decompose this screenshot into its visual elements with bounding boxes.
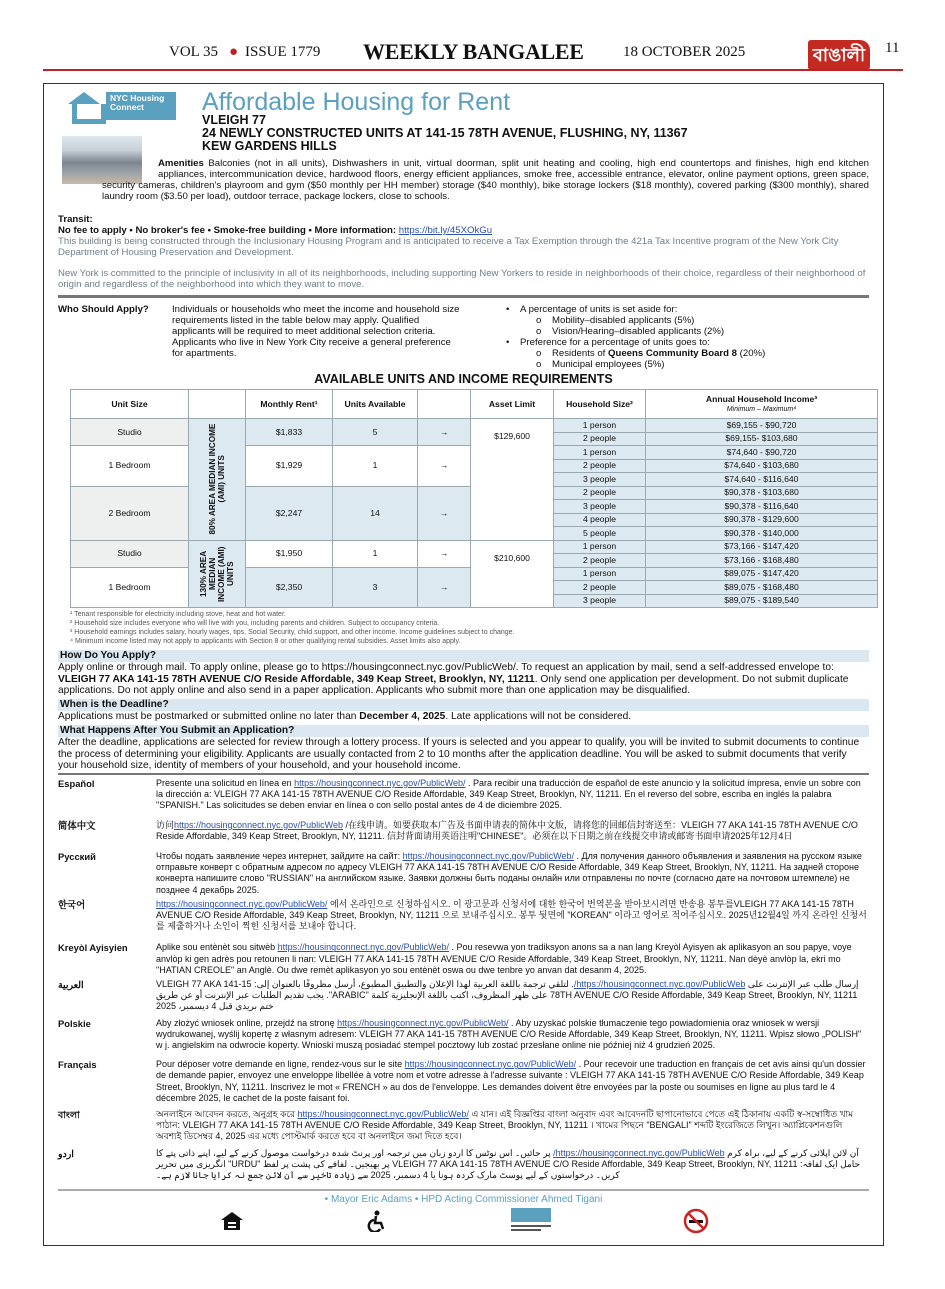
income-range-cell: $89,075 - $147,420 [646, 567, 878, 581]
income-range-cell: $69,155- $103,680 [646, 432, 878, 446]
credits: • Mayor Eric Adams • HPD Acting Commissioner Ahmed Tigani [324, 1194, 603, 1206]
deadline-text-1: Applications must be postmarked or submitted online no later than [58, 711, 360, 723]
translation-after: এ যান। এই বিজ্ঞপ্তির বাংলা অনুবাদ এবং আবেদনটি ছাপানোভাবে পেতে এই ঠিকানায় একটি স্ব-সম্বোধিত খাম পাঠান: VLEIGH 77 AKA 141-15 78TH AVENUE C/O Reside Affordable, 349 Keap Street, Brooklyn, NY, 11211 । খামের পিছনে "BENGALI" শব্দটি ইংরেজিতে লিখুন। অ্যাপ্লিকেশনগুলি অবশ্যই ডিসেম্বর 4, 2025 এর মধ্যে পোস্টমার্ক করতে হবে বা অনলাইনে জমা দিতে হবে। [156, 1109, 854, 1142]
arrow-icon: → [418, 540, 471, 567]
translation-after: . Pour recevoir une traduction en français de cet avis ainsi qu'un dossier de demande papier, envoyez une enveloppe libellée à votre nom et votre adresse à l'adresse suivante : VLEIGH 77 AKA 141-15 78TH AVENUE C/O Reside Affordable, 349 Keap Street, Brooklyn, NY, 11211. Inscrivez le mot « FRENCH » au dos de l'enveloppe. Les demandes doivent être envoyées par la poste ou soumises en ligne au plus tard le 4 décembre 2025, le cachet de la poste faisant foi. [156, 1059, 866, 1103]
how-text-1: Apply online or through mail. To apply online, please go to https://housingconnect.nyc.gov/PublicWeb/. To request an application by mail, send a self-addressed envelope to: [58, 662, 834, 673]
ad-footer [58, 1189, 869, 1234]
divider [58, 1189, 869, 1191]
application-link[interactable]: https://housingconnect.nyc.gov/PublicWeb/ [553, 1147, 725, 1158]
ad-header [58, 84, 869, 158]
household-size-cell: 1 person [554, 446, 646, 460]
translation-8 [58, 1109, 869, 1143]
how-text-2: . Only send one application per development. Do not submit duplicate applications. Do not apply online and also send in a paper application. Applicants who submit more than one application may be disqualified. [58, 673, 849, 697]
language-label: বাংলা [58, 1109, 80, 1120]
mail-address: VLEIGH 77 AKA 141-15 78TH AVENUE C/O Reside Affordable, 349 Keap Street, Brooklyn, NY, 11211 [58, 673, 535, 685]
application-link[interactable]: https://housingconnect.nyc.gov/PublicWeb/ [573, 978, 746, 989]
household-size-cell: 4 people [554, 513, 646, 527]
income-range-cell: $73,166 - $147,420 [646, 540, 878, 554]
setaside-item: Mobility–disabled applicants (5%) [552, 315, 695, 326]
preferences: • A percentage of units is set aside for: o Mobility–disabled applicants (5%) o Vision/Hearing–disabled applicants (2%) • Preference for a percentage of units goes to: o Residents of Queens Community Board 8 (20%) o Municipal employees (5%) [506, 304, 766, 370]
header-units: Units Available [333, 390, 418, 419]
translation-after: . Для получения данного объявления и заявления на русском языке отправьте конверт с обратным адресом по адресу VLEIGH 77 AKA 141-15 78TH AVENUE C/O Reside Affordable, 349 Keap Street, Brooklyn, NY, 11211. На задней стороне конверта напишите слово "RUSSIAN" на английском языке. Заявки должны быть поданы онлайн или отправлены по почте (согласно дате на почтовом штемпеле) не позднее 4 декабрь 2025. [156, 850, 862, 895]
amenities-text: Balconies (not in all units), Dishwashers in unit, virtual doorman, split unit heating and cooling, high end countertops and finishes, high end kitchen appliances, intercommunication device, hardwood floors, energy efficient appliances, smoke free, accessible entrance, elevator, online payment options, green space, security cameras, children's playroom and gym ($50 monthly per HH member) storage ($40 monthly), bike storage lockers ($18 monthly), covered parking ($300 monthly), shared laundry room ($3.50 per load), outdoor terrace, package lockers, close to schools. [102, 158, 869, 202]
household-size-cell: 1 person [554, 419, 646, 433]
translation-text [156, 1109, 869, 1143]
setaside-item: Vision/Hearing–disabled applicants (2%) [552, 326, 725, 337]
deadline-text [58, 711, 869, 723]
household-size-cell: 2 people [554, 486, 646, 500]
language-label: Polskie [58, 1017, 91, 1029]
arrow-icon: → [418, 419, 471, 446]
income-range-cell: $90,378 - $129,600 [646, 513, 878, 527]
table-row [71, 419, 878, 433]
household-size-cell: 5 people [554, 527, 646, 541]
translation-7 [58, 1059, 869, 1104]
unit-size-cell: 1 Bedroom [71, 567, 189, 608]
house-icon [66, 92, 102, 120]
ami-cell [189, 540, 246, 608]
table-row [71, 540, 878, 554]
units-line: 24 NEWLY CONSTRUCTED UNITS AT 141-15 78TH AVENUE, FLUSHING, NY, 11367 [202, 126, 688, 140]
header-unit-size: Unit Size [71, 390, 189, 419]
translation-4 [58, 942, 869, 976]
translation-2 [58, 851, 869, 896]
rent-cell: $2,350 [246, 567, 333, 608]
table-header-row [71, 390, 878, 419]
ami-cell [189, 419, 246, 541]
language-label: Kreyòl Ayisyien [58, 942, 128, 954]
rent-cell: $1,950 [246, 540, 333, 567]
translation-6 [58, 1018, 869, 1052]
issue: ISSUE 1779 [245, 44, 321, 60]
header-income [646, 390, 878, 419]
translation-5 [58, 979, 869, 1013]
translation-text [156, 778, 869, 812]
rent-cell: $1,833 [246, 419, 333, 446]
ad-title: Affordable Housing for Rent [202, 88, 511, 116]
units-available-cell: 5 [333, 419, 418, 446]
volume: VOL 35 [169, 44, 219, 60]
translation-after: . لتلقي ترجمة باللغة العربية لهذا الإعلان والتطبيق المطبوع، أرسل مظروفًا بالعنوان إلى: VLEIGH 77 AKA 141-15 78TH AVENUE C/O Reside Affordable, 349 Keap Street, Brooklyn, NY, 11211 على ظهر المظروف، اكتب باللغة الإنجليزية كلمة "ARABIC". يجب تقديم الطلبات عبر الإنترنت أو عن طريق ختم بريدي قبل 4 ديسمبر، 2025 [156, 978, 858, 1012]
household-size-cell: 3 people [554, 473, 646, 487]
household-size-cell: 3 people [554, 500, 646, 514]
translation-before: Aplike sou entènèt sou sitwèb [156, 942, 278, 953]
footnotes [70, 610, 869, 646]
transit-label: Transit: [58, 214, 93, 225]
preference-board: Queens Community Board 8 [608, 348, 738, 359]
bullet: ● [229, 44, 239, 60]
apply-section [58, 650, 869, 775]
header-income-sub: Minimum – Maximum⁴ [726, 406, 797, 413]
income-range-cell: $90,378 - $140,000 [646, 527, 878, 541]
translation-before: Pour déposer votre demande en ligne, rendez-vous sur le site [156, 1059, 405, 1070]
masthead [43, 36, 903, 72]
translation-text [156, 979, 869, 1013]
program-text: This building is being constructed through the Inclusionary Housing Program and is anticipated to receive a Tax Exemption through the 421a Tax Incentive program of the New York City Department of Housing Preservation and Development. [58, 236, 839, 258]
divider [58, 295, 869, 298]
language-label: Español [58, 777, 95, 789]
units-available-cell: 1 [333, 446, 418, 487]
info-link[interactable]: https://bit.ly/45XOkGu [398, 225, 493, 236]
income-range-cell: $90,378 - $116,640 [646, 500, 878, 514]
how-text [58, 662, 869, 697]
transit-section [58, 214, 869, 298]
language-label: Français [58, 1059, 97, 1071]
units-available-cell: 14 [333, 486, 418, 540]
footnote: ³ Household earnings includes salary, hourly wages, tips, Social Security, child support, and other income. Income guidelines subject to change. [70, 629, 515, 636]
translation-text [156, 851, 869, 896]
header-income-label: Annual Household Income³ [705, 394, 818, 404]
income-range-cell: $89,075 - $168,480 [646, 581, 878, 595]
income-range-cell: $73,166 - $168,480 [646, 554, 878, 568]
neighborhood: KEW GARDENS HILLS [202, 139, 337, 153]
translation-after: . Para recibir una traducción de español de este anuncio y la solicitud impresa, envíe un sobre con la dirección a: VLEIGH 77 AKA 141-15 78TH AVENUE C/O Reside Affordable, 349 Keap Street, Brooklyn, NY, 11211. En el reverso del sobre, escriba en inglés la palabra "SPANISH." Las solicitudes se deben enviar en línea o con sello postal antes de 4 de diciembre 2025. [156, 777, 861, 811]
translation-text [156, 899, 869, 933]
preference-pct: (20%) [737, 348, 766, 359]
application-link[interactable]: https://housingconnect.nyc.gov/PublicWeb [174, 819, 343, 830]
application-link[interactable]: https://housingconnect.nyc.gov/PublicWeb/ [402, 850, 575, 861]
language-label: 简体中文 [58, 819, 96, 831]
deadline-text-2: . Late applications will not be considered. [445, 711, 632, 723]
who-section [58, 304, 869, 370]
income-range-cell: $74,640 - $90,720 [646, 446, 878, 460]
translation-before: Aby złożyć wniosek online, przejdź na stronę [156, 1017, 338, 1028]
rent-cell: $2,247 [246, 486, 333, 540]
units-available-cell: 3 [333, 567, 418, 608]
units-table [70, 389, 878, 608]
arrow-icon: → [418, 486, 471, 540]
language-label: 한국어 [58, 898, 86, 910]
after-heading: What Happens After You Submit an Application? [58, 725, 869, 737]
language-label: Русский [58, 850, 96, 862]
translation-0 [58, 778, 869, 812]
translations [58, 778, 869, 1181]
nyc-hpd-logo [507, 1208, 563, 1234]
equal-housing-icon [219, 1210, 245, 1232]
arrow-icon: → [418, 567, 471, 608]
preference-label: Preference for a percentage of units goes to: [520, 337, 710, 348]
no-smoking-icon [683, 1208, 709, 1234]
footnote: ⁴ Minimum income listed may not apply to applicants with Section 8 or other qualifying rental subsidies. Asset limits also apply. [70, 638, 461, 645]
household-size-cell: 2 people [554, 554, 646, 568]
accessibility-icon [365, 1210, 387, 1232]
masthead-rule [43, 69, 903, 71]
translation-after: /在线申请。如要获取本广告及书面申请表的简体中文版，请将您的回邮信封寄送至：VLEIGH 77 AKA 141-15 78TH AVENUE C/O Reside Affordable, 349 Keap Street, Brooklyn, NY, 11211. 信封背面请用英语注明"CHINESE"。必须在以下日期之前在线提交申请或邮寄书面申请2025年12月4日 [156, 819, 858, 841]
translation-3 [58, 899, 869, 933]
application-link[interactable]: https://housingconnect.nyc.gov/PublicWeb/ [337, 1017, 509, 1028]
unit-size-cell: 2 Bedroom [71, 486, 189, 540]
setaside-label: A percentage of units is set aside for: [520, 304, 678, 315]
housing-ad [43, 83, 884, 1246]
header-arrow [418, 390, 471, 419]
application-link[interactable]: https://housingconnect.nyc.gov/PublicWeb/ [277, 942, 450, 953]
household-size-cell: 2 people [554, 459, 646, 473]
income-range-cell: $89,075 - $189,540 [646, 594, 878, 608]
translation-text [156, 1148, 869, 1182]
income-range-cell: $69,155 - $90,720 [646, 419, 878, 433]
income-range-cell: $90,378 - $103,680 [646, 486, 878, 500]
header-hh-size: Household Size² [554, 390, 646, 419]
footnote: ¹ Tenant responsible for electricity including stove, heat and hot water. [70, 611, 286, 618]
paper-logo: বাঙালী [808, 40, 870, 70]
translation-9 [58, 1148, 869, 1182]
arrow-icon: → [418, 446, 471, 487]
household-size-cell: 2 people [554, 581, 646, 595]
preference-item: Municipal employees (5%) [552, 359, 665, 370]
divider [58, 773, 869, 775]
translation-before: অনলাইনে আবেদন করতে, অনুগ্রহ করে [156, 1109, 298, 1119]
application-link[interactable]: https://housingconnect.nyc.gov/PublicWeb/ [156, 898, 328, 909]
how-heading: How Do You Apply? [58, 650, 869, 662]
income-range-cell: $74,640 - $103,680 [646, 459, 878, 473]
logo-text: NYC Housing Connect [106, 92, 176, 120]
language-label: اردو [58, 1147, 74, 1159]
language-label: العربية [58, 978, 84, 990]
unit-size-cell: 1 Bedroom [71, 446, 189, 487]
translation-1 [58, 820, 869, 842]
asset-limit-cell: $210,600 [471, 540, 554, 608]
translation-after: . Pou resevwa yon tradiksyon anons sa a nan lang Kreyòl Ayisyen ak aplikasyon an sou papye, voye anvlòp ki gen adrès pou retounen li nan: VLEIGH 77 AKA 141-15 78TH AVENUE C/O Reside Affordable, 349 Keap Street, Brooklyn, NY, 11211. Nan dèyè anvlòp la, ekri mo "HATIAN CREOLE" an Anglè. Ou dwe remèt aplikasyon yo sou entènèt oswa ou dwe tenbre yo anvan dat desanm 4, 2025. [156, 942, 852, 975]
application-link[interactable]: https://housingconnect.nyc.gov/PublicWeb/ [294, 777, 466, 788]
who-label: Who Should Apply? [58, 304, 149, 315]
table-title: AVAILABLE UNITS AND INCOME REQUIREMENTS [314, 372, 613, 386]
units-available-cell: 1 [333, 540, 418, 567]
preference-item: Residents of [552, 348, 608, 359]
household-size-cell: 2 people [554, 432, 646, 446]
translation-before: Чтобы подать заявление через интернет, зайдите на сайт: [156, 850, 403, 861]
ami-label: 130% AREA MEDIAN INCOME (AMI) UNITS [199, 546, 235, 602]
amenities [58, 158, 869, 202]
translation-before: Presente una solicitud en línea en [156, 777, 295, 788]
fees-line: No fee to apply • No broker's fee • Smoke-free building • More information: [58, 225, 397, 236]
page-number: 11 [885, 40, 900, 56]
household-size-cell: 1 person [554, 567, 646, 581]
paper-title: WEEKLY BANGALEE [363, 39, 584, 64]
translation-before: إرسال طلب عبر الإنترنت على [745, 978, 859, 989]
translation-before: آن لائن اپلائی کرنے کے لیے، براہ کرم [724, 1147, 859, 1158]
application-link[interactable]: https://housingconnect.nyc.gov/PublicWeb/ [297, 1109, 469, 1119]
inclusivity-text: New York is committed to the principle of inclusivity in all of its neighborhoods, including supporting New Yorkers to reside in neighborhoods of their choice, regardless of their neighborhood of origin and regardless of the neighborhood into which they want to move. [58, 268, 866, 290]
translation-before: 访问 [156, 819, 175, 830]
application-link[interactable]: https://housingconnect.nyc.gov/PublicWeb/ [404, 1059, 577, 1070]
translation-after: 에서 온라인으로 신청하십시오. 이 광고문과 신청서에 대한 한국어 번역본을 받아보시려면 반송용 봉투를VLEIGH 77 AKA 141-15 78TH AVENUE C/O Reside Affordable, 349 Keap Street, Brooklyn, NY, 11211 으로 보내주십시오. 봉투 뒷면에 "KOREAN" 이라고 영어로 적어주십시오. 2025년12월4일 까지 온라인 신청서를 제출하거나 소인이 찍힌 신청서를 보내야 합니다. [156, 898, 867, 932]
photo-spacer [58, 158, 158, 180]
income-range-cell: $74,640 - $116,640 [646, 473, 878, 487]
translation-text [156, 1018, 869, 1052]
deadline-date: December 4, 2025 [359, 711, 446, 723]
unit-size-cell: Studio [71, 419, 189, 446]
translation-text [156, 820, 869, 842]
translation-text [156, 942, 869, 976]
issue-date: 18 OCTOBER 2025 [623, 44, 746, 60]
translation-after: . Aby uzyskać polskie tłumaczenie tego powiadomienia oraz wniosek w wersji wydrukowanej, wyślij kopertę z własnym adresem: VLEIGH 77 AKA 141-15 78TH AVENUE C/O Reside Affordable, 349 Keap Street, Brooklyn, NY, 11211. Wpisz słowo „POLISH" w j. angielskim na odwrocie koperty. Wnioski muszą posiadać stempel pocztowy lub zostać przesłane online nie później niż 4 grudzień 2025. [156, 1017, 862, 1050]
deadline-heading: When is the Deadline? [58, 699, 869, 711]
footnote: ² Household size includes everyone who will live with you, including parents and children. Subject to occupancy criteria. [70, 620, 440, 627]
unit-size-cell: Studio [71, 540, 189, 567]
header-asset: Asset Limit [471, 390, 554, 419]
nyc-housing-connect-logo [66, 92, 176, 120]
asset-limit-cell: $129,600 [471, 419, 554, 541]
translation-text [156, 1059, 869, 1104]
who-text: Individuals or households who meet the income and household size requirements listed in the table below may apply. Qualified applicants will be required to meet additional selection criteria. Applicants who live in New York City receive a general preference for apartments. [172, 304, 460, 359]
header-rent: Monthly Rent¹ [246, 390, 333, 419]
building-name: VLEIGH 77 [202, 113, 266, 127]
after-text: After the deadline, applications are selected for review through a lottery process. If yours is selected and you appear to qualify, you will be invited to submit documents to continue the process of determining your eligibility. Applicants are usually contacted from 2 to 10 months after the application deadline. You will be asked to submit documents that verify your household size, identity of members of your household, and your household income. [58, 736, 860, 772]
ami-label: 80% AREA MEDIAN INCOME (AMI) UNITS [208, 423, 226, 535]
translation-after: پر جائیں۔ اس نوٹس کا اردو زبان میں ترجمہ اور پرنٹ شدہ درخواست موصول کرنے کے لیے، اپنے ذاتی پتے کا حامل ایک لفافہ: VLEIGH 77 AKA 141-15 78TH AVENUE C/O Reside Affordable, 349 Keap Street, Brooklyn, NY, 11211 پر بھیجیں۔ لفافے کی پشت پر لفظ "URDU" انگریزی میں تحریر کریں۔ درخواستوں کے لیے پوسٹ مارک کردہ ہونا یا 4 دسمبر، 2025 سے زیادہ تاخیر سے آن لائن جمع نہ کرایا جانا لازم ہے۔ [156, 1147, 861, 1181]
household-size-cell: 3 people [554, 594, 646, 608]
household-size-cell: 1 person [554, 540, 646, 554]
header-ami [189, 390, 246, 419]
rent-cell: $1,929 [246, 446, 333, 487]
amenities-label: Amenities [158, 158, 204, 169]
